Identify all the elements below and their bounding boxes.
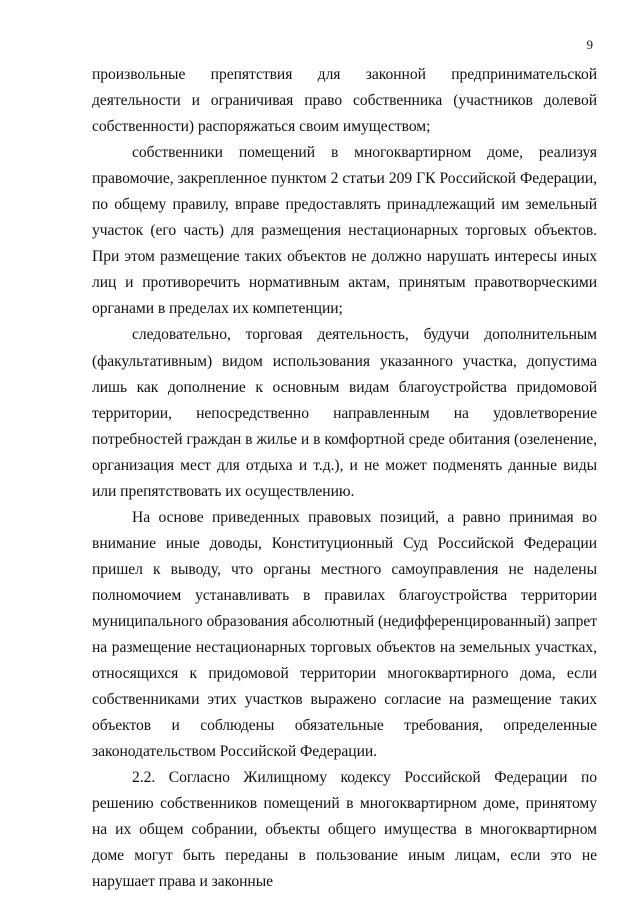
paragraph-owners-rights: собственники помещений в многоквартирном доме, реализуя правомочие, закрепленное пунктом 2 статьи 209 ГК Российской Федерации, по общему правилу, вправе предоставлять принадлежащий им земельный участок (его часть) для размещения нестационарных торговых объектов. При этом размещение таких объектов не должно нарушать интересы иных лиц и противоречить нормативным актам, принятым правотворческими органами в пределах их компетенции; bbox=[92, 144, 597, 318]
document-body bbox=[92, 62, 597, 896]
paragraph-court-conclusion: На основе приведенных правовых позиций, а равно принимая во внимание иные доводы, Конституционный Суд Российской Федерации пришел к выводу, что органы местного самоуправления не наделены полномочием устанавливать в правилах благоустройства территории муниципального образования абсолютный (недифференцированный) запрет на размещение нестационарных торговых объектов на земельных участках, относящихся к придомовой территории многоквартирного дома, если собственниками этих участков выражено согласие на размещение таких объектов и соблюдены обязательные требования, определенные законодательством Российской Федерации. bbox=[92, 508, 597, 761]
paragraph-continuation: произвольные препятствия для законной предпринимательской деятельности и ограничивая право собственника (участников долевой собственности) распоряжаться своим имуществом; bbox=[92, 66, 597, 136]
paragraph-section-2-2: 2.2. Согласно Жилищному кодексу Российской Федерации по решению собственников помещений в многоквартирном доме, принятому на их общем собрании, объекты общего имущества в многоквартирном доме могут быть переданы в пользование иным лицам, если это не нарушает права и законные bbox=[92, 769, 597, 891]
paragraph-consequently: следовательно, торговая деятельность, будучи дополнительным (факультативным) видом использования указанного участка, допустима лишь как дополнение к основным видам благоустройства придомовой территории, непосредственно направленным на удовлетворение потребностей граждан в жилье и в комфортной среде обитания (озеленение, организация мест для отдыха и т.д.), и не может подменять данные виды или препятствовать их осуществлению. bbox=[92, 326, 597, 500]
page-number: 9 bbox=[586, 37, 593, 52]
